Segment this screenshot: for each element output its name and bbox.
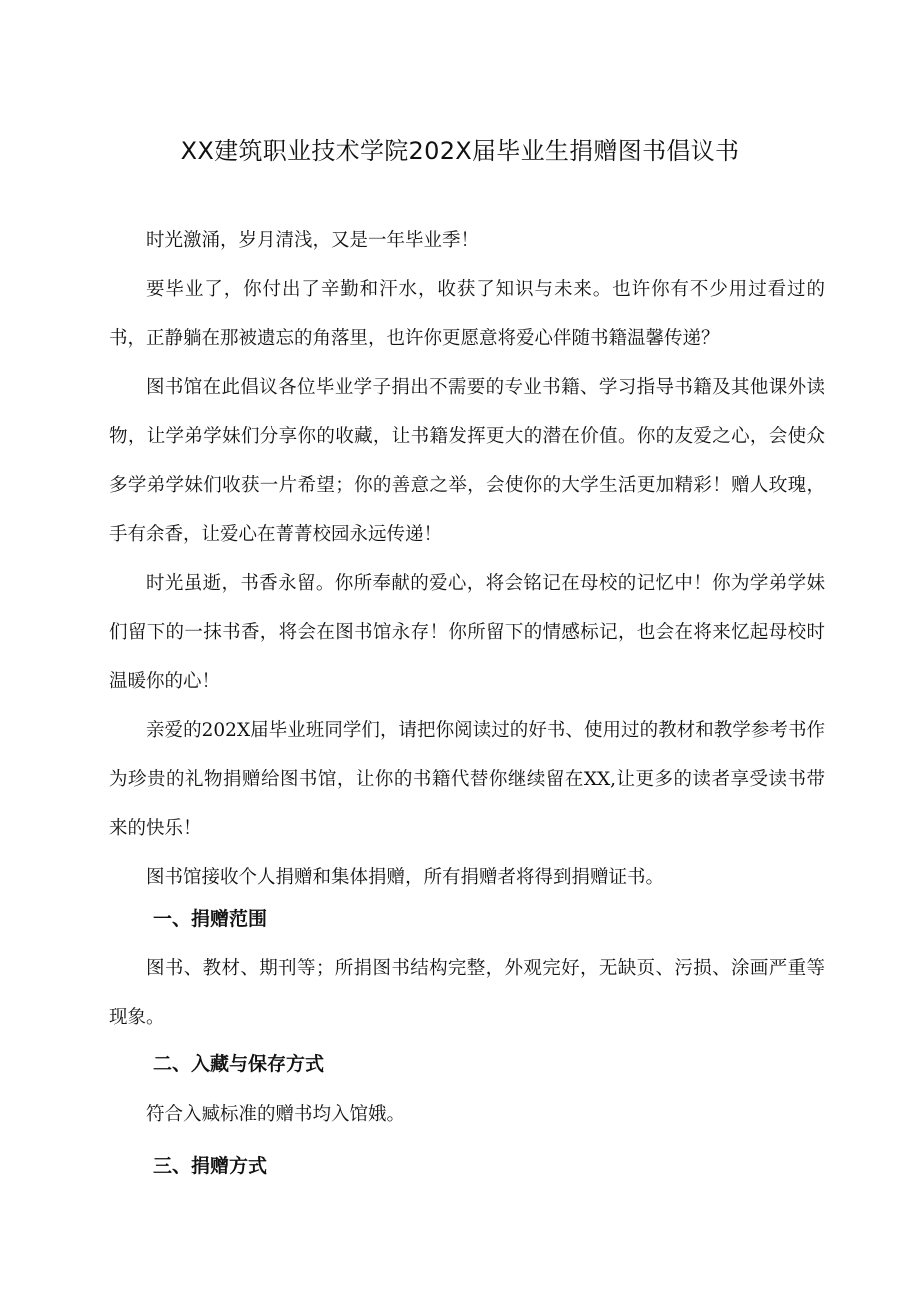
section-1-text: 图书、教材、期刊等；所捐图书结构完整，外观完好，无缺页、污损、涂画严重等现象。 — [109, 958, 825, 1028]
section-3-heading: 三、捐赠方式 — [153, 1155, 268, 1177]
paragraph-5: 亲爱的202X届毕业班同学们，请把你阅读过的好书、使用过的教材和教学参考书作为珍贵的礼物捐赠给图书馆，让你的书籍代替你继续留在XX,让更多的读者享受读书带来的快乐！ — [109, 720, 825, 839]
section-2-text: 符合入臧标准的赠书均入馆娥。 — [146, 1104, 406, 1125]
document-title: XX建筑职业技术学院202X届毕业生捐赠图书倡议书 — [180, 137, 740, 165]
section-2-heading: 二、入藏与保存方式 — [153, 1053, 325, 1075]
paragraph-3: 图书馆在此倡议各位毕业学子捐出不需要的专业书籍、学习指导书籍及其他课外读物，让学弟学妹们分享你的收藏，让书籍发挥更大的潜在价值。你的友爱之心，会使众多学弟学妹们收获一片希望；你的善意之举，会使你的大学生活更加精彩！赠人玫瑰，手有余香，让爱心在菁菁校园永远传递！ — [109, 377, 825, 545]
intro-body — [109, 216, 825, 902]
section-1-body — [109, 944, 825, 1042]
section-1-heading: 一、捐赠范围 — [153, 908, 268, 930]
paragraph-4: 时光虽逝，书香永留。你所奉献的爱心，将会铭记在母校的记忆中！你为学弟学妹们留下的一抹书香，将会在图书馆永存！你所留下的情感标记，也会在将来忆起母校时温暖你的心！ — [109, 573, 825, 692]
paragraph-6: 图书馆接收个人捐赠和集体捐赠，所有捐赠者将得到捐赠证书。 — [146, 867, 665, 888]
paragraph-2: 要毕业了，你付出了辛勤和汗水，收获了知识与未来。也许你有不少用过看过的书，正静躺在那被遗忘的角落里，也许你更愿意将爱心伴随书籍温馨传递？ — [109, 279, 825, 349]
paragraph-1: 时光激涌，岁月清浅，又是一年毕业季！ — [146, 230, 480, 251]
section-2-body — [109, 1090, 825, 1139]
